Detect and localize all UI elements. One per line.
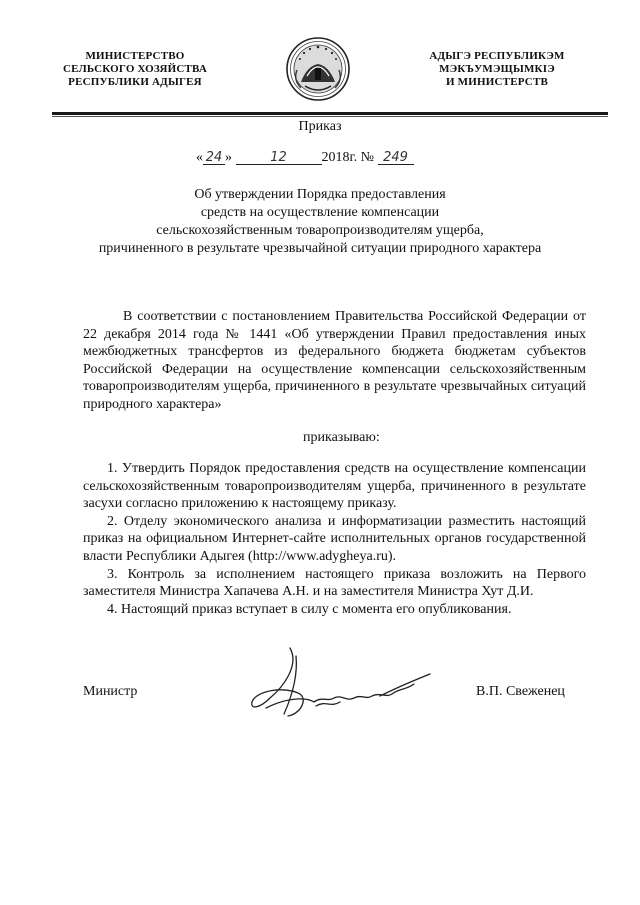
orders-word: приказываю:: [303, 430, 380, 445]
adygea-coat-of-arms-icon: [285, 36, 351, 102]
document-type: Приказ: [298, 119, 342, 134]
header-right-line: МЭКЪУМЭЩЫМКІЭ: [439, 63, 555, 75]
date-close-quote: »: [225, 150, 232, 165]
header-rule: [52, 112, 608, 115]
date-number-line: [196, 150, 466, 166]
date-open-quote: «: [196, 150, 203, 165]
date-day: 24: [203, 151, 225, 165]
header-right-line: И МИНИСТЕРСТВ: [445, 76, 549, 88]
order-items: [83, 460, 586, 618]
subject-line: средств на осуществление компенсации: [200, 205, 440, 220]
order-item: 2. Отделу экономического анализа и информатизации разместить настоящий приказ на официальном Интернет-сайте исполнительных органов государственной власти Республики Адыгея (http://www.adygheya.ru).: [83, 513, 586, 564]
subject-line: Об утверждении Порядка предоставления: [194, 187, 446, 202]
signatory-title: Министр: [83, 684, 138, 699]
date-year: 2018г. №: [321, 150, 375, 165]
order-item: 1. Утвердить Порядок предоставления средств на осуществление компенсации сельскохозяйственным товаропроизводителям ущерба, причиненного в результате засухи согласно приложению к настоящему приказу.: [83, 461, 586, 512]
header-rule-thin: [52, 116, 608, 117]
handwritten-signature: [230, 636, 450, 736]
order-item: 3. Контроль за исполнением настоящего приказа возложить на Первого заместителя Министра Хапачева А.Н. и на заместителя Министра Хут Д.И.: [83, 566, 586, 600]
document-subject: [60, 186, 580, 258]
subject-line: причиненного в результате чрезвычайной ситуации природного характера: [98, 241, 542, 256]
subject-line: сельскохозяйственным товаропроизводителям ущерба,: [156, 223, 484, 238]
header-left-line: МИНИСТЕРСТВО: [85, 50, 185, 62]
signatory-name: В.П. Свеженец: [476, 684, 565, 699]
ministry-name-adyghe: [392, 50, 602, 89]
order-number: 249: [378, 151, 414, 165]
header-left-line: СЕЛЬСКОГО ХОЗЯЙСТВА: [62, 63, 208, 75]
date-month: 12: [236, 151, 322, 165]
header-right-line: АДЫГЭ РЕСПУБЛИКЭМ: [429, 50, 565, 62]
order-item: 4. Настоящий приказ вступает в силу с момента его опубликования.: [107, 601, 512, 617]
preamble-paragraph: В соответствии с постановлением Правительства Российской Федерации от 22 декабря 2014 года № 1441 «Об утверждении Правил предоставления иных межбюджетных трансфертов из федерального бюджета бюджетам субъектов Российской Федерации на осуществление компенсации сельскохозяйственным товаропроизводителям ущерба, причиненного в результате чрезвычайных ситуаций природного характера»: [83, 309, 586, 412]
header-left-line: РЕСПУБЛИКИ АДЫГЕЯ: [68, 76, 202, 88]
ministry-name-russian: [30, 50, 240, 89]
